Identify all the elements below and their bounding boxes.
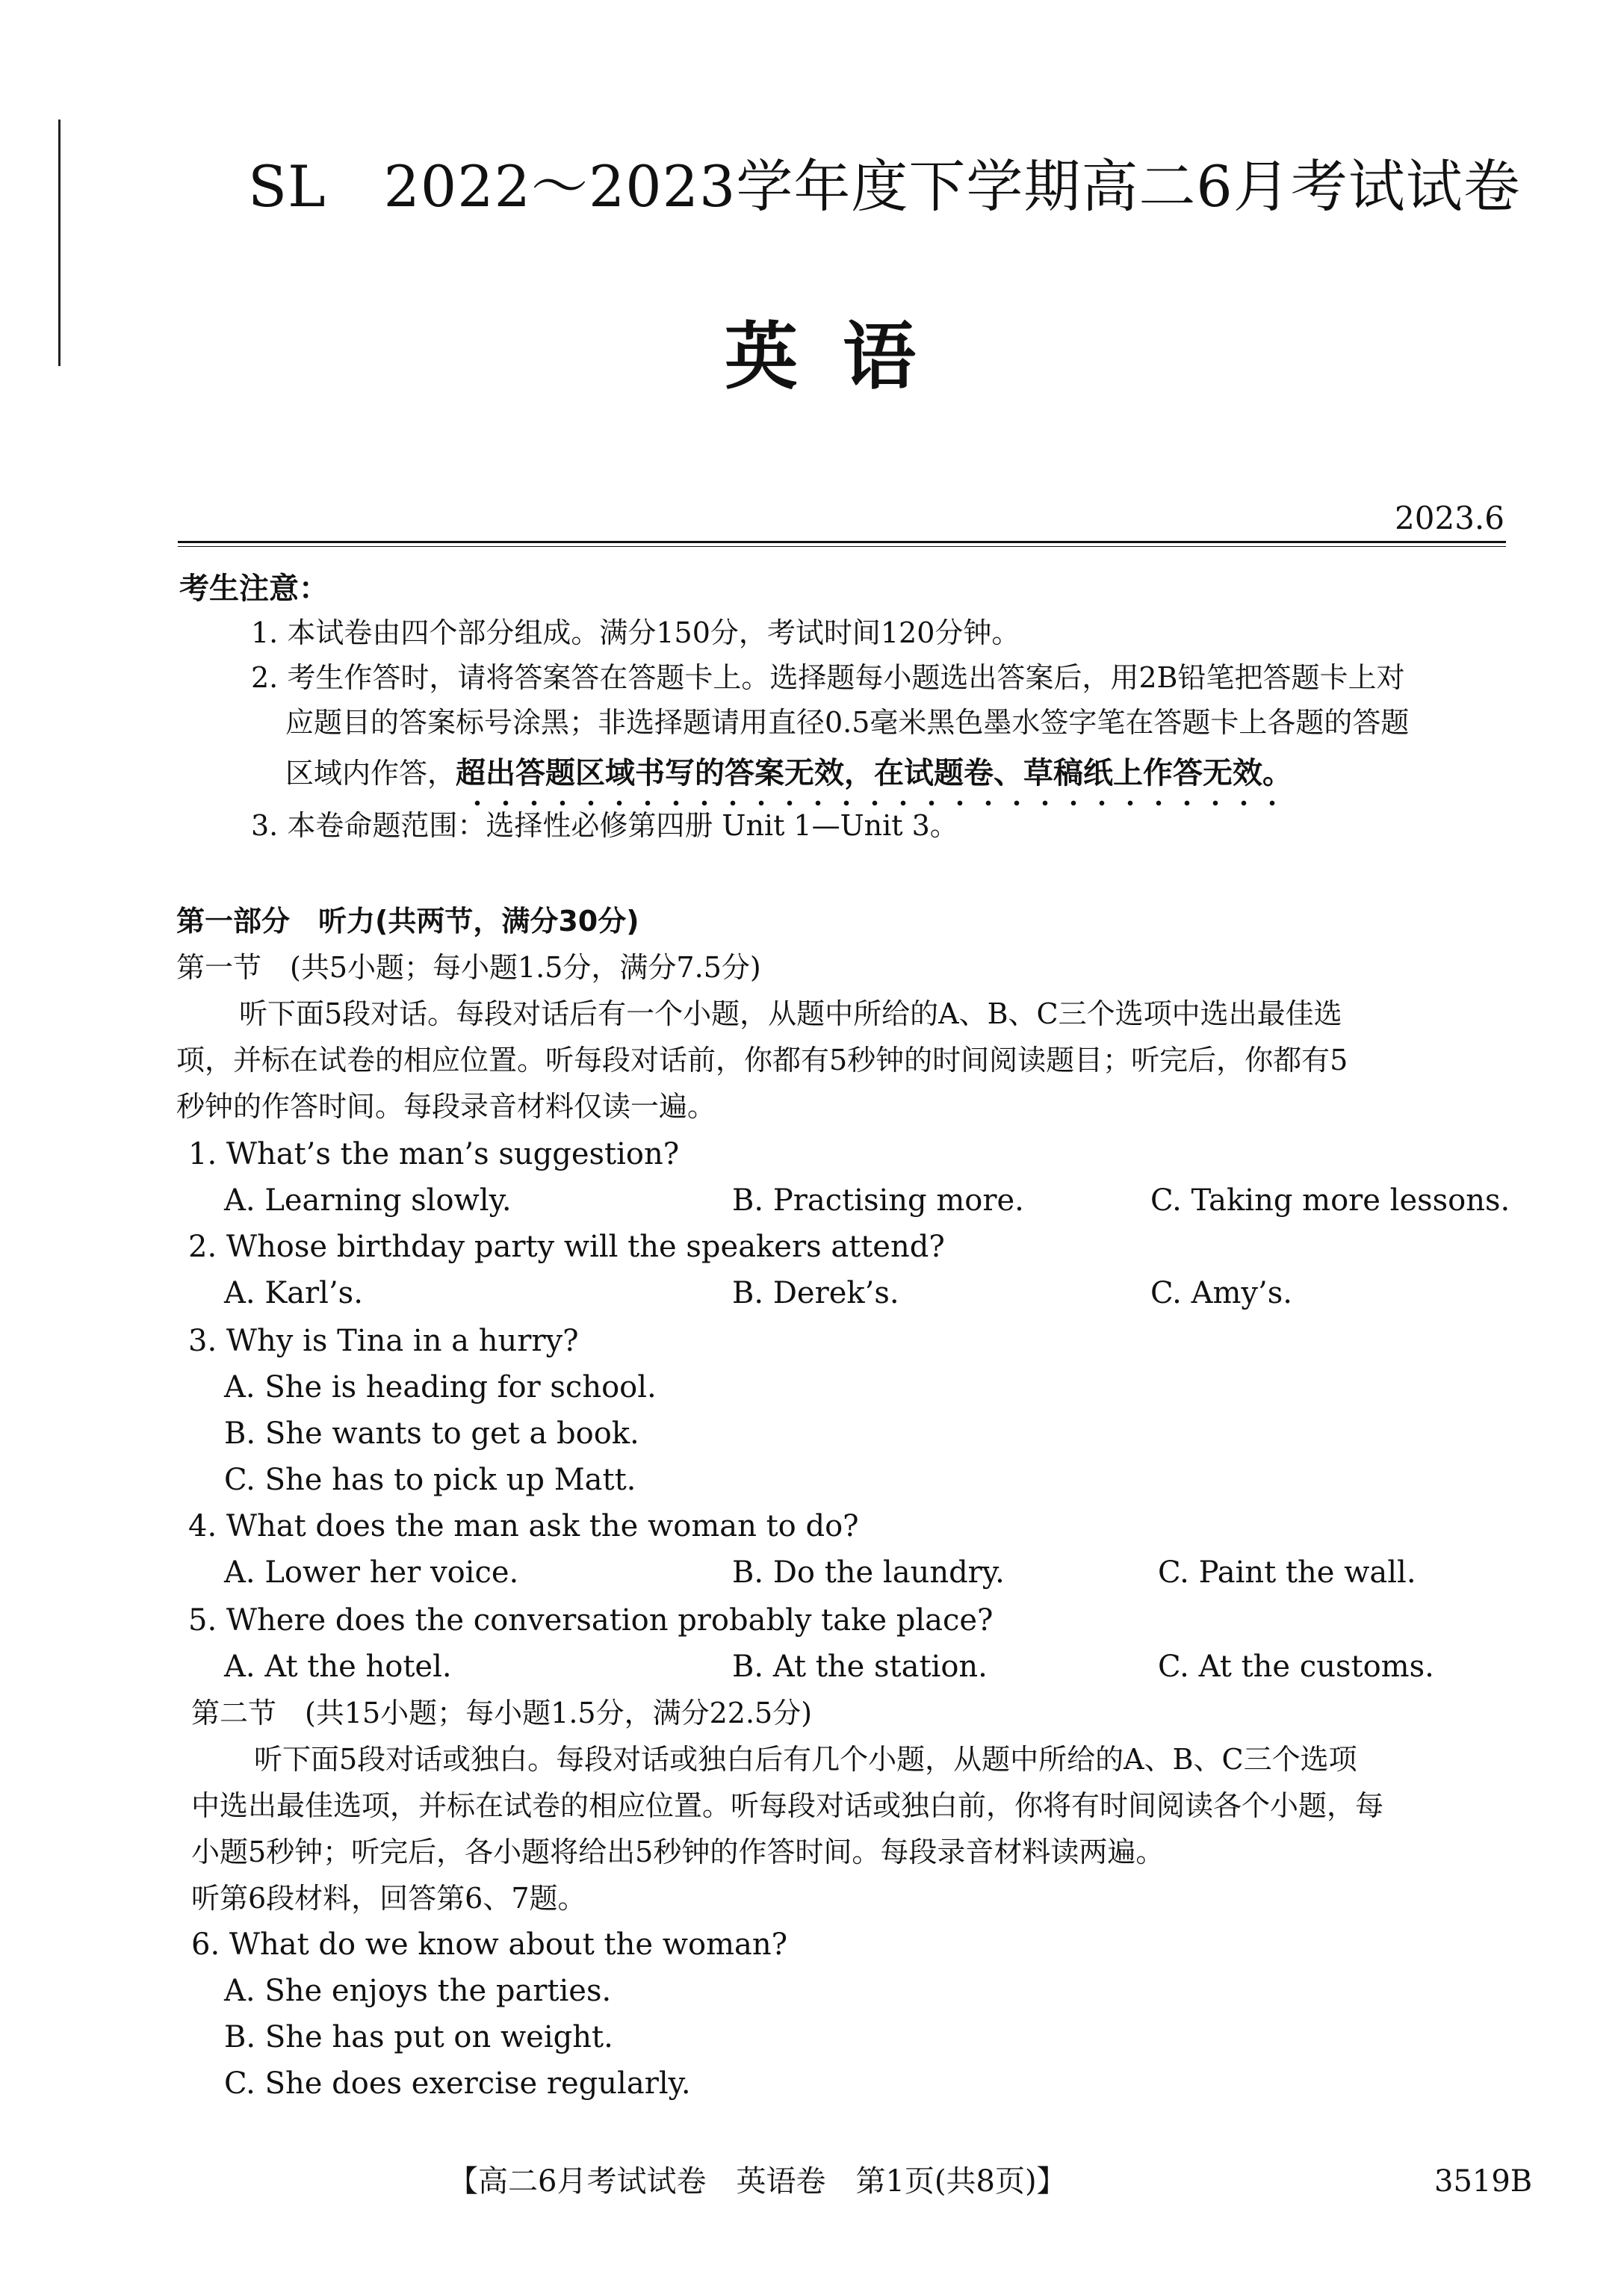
part1-heading: 第一部分 听力(共两节，满分30分) xyxy=(176,905,639,938)
option-2b: B. Derek’s. xyxy=(732,1276,899,1310)
option-2a: A. Karl’s. xyxy=(224,1276,363,1310)
notice-item-2-line-1: 2. 考生作答时，请将答案答在答题卡上。选择题每小题选出答案后，用2B铅笔把答题卡上对 xyxy=(251,661,1405,694)
option-5a: A. At the hotel. xyxy=(224,1650,452,1684)
material-6-heading: 听第6段材料，回答第6、7题。 xyxy=(191,1882,586,1915)
question-5: 5. Where does the conversation probably take place? xyxy=(188,1603,994,1638)
option-1a: A. Learning slowly. xyxy=(224,1183,512,1218)
option-1c: C. Taking more lessons. xyxy=(1150,1183,1510,1218)
option-3b: B. She wants to get a book. xyxy=(224,1416,639,1451)
option-5b: B. At the station. xyxy=(732,1650,988,1684)
section1-instructions-line-1: 听下面5段对话。每段对话后有一个小题，从题中所给的A、B、C三个选项中选出最佳选 xyxy=(239,997,1342,1030)
notice-item-2-line-2: 应题目的答案标号涂黑；非选择题请用直径0.5毫米黑色墨水签字笔在答题卡上各题的答题 xyxy=(285,706,1410,739)
question-3: 3. Why is Tina in a hurry? xyxy=(188,1324,579,1358)
option-2c: C. Amy’s. xyxy=(1150,1276,1292,1310)
section1-heading: 第一节 (共5小题；每小题1.5分，满分7.5分) xyxy=(176,951,761,984)
question-6: 6. What do we know about the woman? xyxy=(191,1927,788,1962)
binding-margin-line xyxy=(58,120,61,366)
notice-item-2-line-3 xyxy=(285,750,1292,796)
subject-title: 英语 xyxy=(725,315,961,400)
option-1b: B. Practising more. xyxy=(732,1183,1024,1218)
option-5c: C. At the customs. xyxy=(1158,1650,1434,1684)
exam-title: SL 2022～2023学年度下学期高二6月考试试卷 xyxy=(248,153,1521,220)
page-footer: 【高二6月考试试卷 英语卷 第1页(共8页)】 xyxy=(448,2164,1067,2199)
option-6a: A. She enjoys the parties. xyxy=(224,1974,612,2008)
section1-instructions-line-3: 秒钟的作答时间。每段录音材料仅读一遍。 xyxy=(176,1090,716,1123)
exam-date: 2023.6 xyxy=(1395,500,1504,536)
section1-instructions-line-2: 项，并标在试卷的相应位置。听每段对话前，你都有5秒钟的时间阅读题目；听完后，你都有5 xyxy=(176,1044,1348,1077)
question-4: 4. What does the man ask the woman to do? xyxy=(188,1509,859,1543)
notice-emphasis xyxy=(456,750,1292,796)
section2-instructions-line-1: 听下面5段对话或独白。每段对话或独白后有几个小题，从题中所给的A、B、C三个选项 xyxy=(254,1743,1357,1776)
question-1: 1. What’s the man’s suggestion? xyxy=(188,1137,680,1171)
option-6c: C. She does exercise regularly. xyxy=(224,2066,691,2101)
header-rule-thick xyxy=(178,541,1506,543)
header-rule-thin xyxy=(178,546,1506,547)
option-6b: B. She has put on weight. xyxy=(224,2020,613,2054)
question-2: 2. Whose birthday party will the speakers attend? xyxy=(188,1230,945,1264)
option-4a: A. Lower her voice. xyxy=(224,1555,519,1590)
notice-item-1: 1. 本试卷由四个部分组成。满分150分，考试时间120分钟。 xyxy=(251,616,1020,649)
section2-instructions-line-2: 中选出最佳选项，并标在试卷的相应位置。听每段对话或独白前，你将有时间阅读各个小题，每 xyxy=(191,1789,1384,1822)
notice-item-2-line-3-prefix: 区域内作答， xyxy=(285,757,456,790)
section2-instructions-line-3: 小题5秒钟；听完后，各小题将给出5秒钟的作答时间。每段录音材料读两遍。 xyxy=(191,1836,1165,1868)
section2-heading: 第二节 (共15小题；每小题1.5分，满分22.5分) xyxy=(191,1697,813,1729)
option-3a: A. She is heading for school. xyxy=(224,1370,657,1404)
notice-emphasis-text: 超出答题区域书写的答案无效，在试题卷、草稿纸上作答无效。 xyxy=(456,756,1293,790)
paper-code: 3519B xyxy=(1434,2164,1533,2199)
notice-heading: 考生注意： xyxy=(179,572,329,606)
option-4c: C. Paint the wall. xyxy=(1158,1555,1416,1590)
option-4b: B. Do the laundry. xyxy=(732,1555,1005,1590)
notice-item-3: 3. 本卷命题范围：选择性必修第四册 Unit 1—Unit 3。 xyxy=(251,809,958,842)
option-3c: C. She has to pick up Matt. xyxy=(224,1463,636,1497)
